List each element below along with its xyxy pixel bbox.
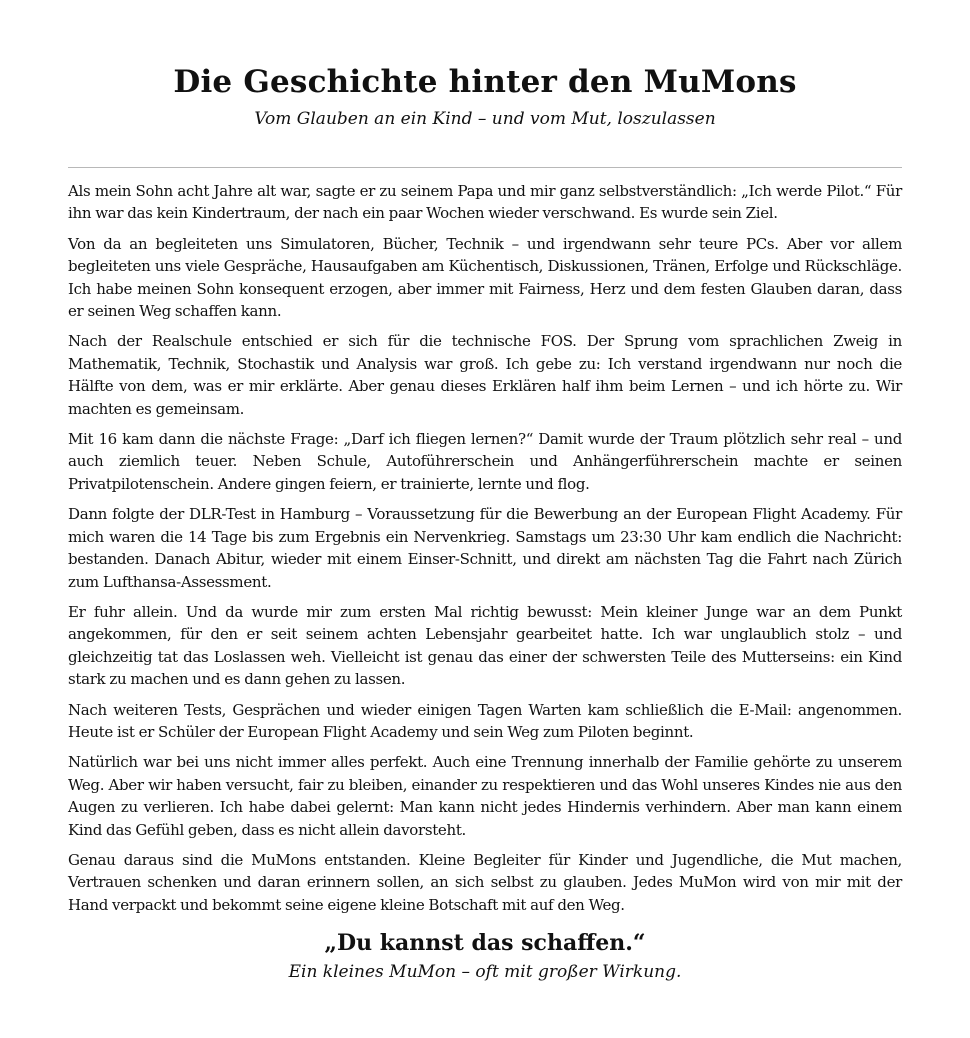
page-subtitle: Vom Glauben an ein Kind – und vom Mut, loszulassen [254, 109, 716, 129]
closing-tagline: Ein kleines MuMon – oft mit großer Wirkung. [288, 962, 682, 983]
header-divider [68, 167, 902, 168]
paragraph-8: Natürlich war bei uns nicht immer alles perfekt. Auch eine Trennung innerhalb der Familie gehörte zu unserem Weg. Aber wir haben versucht, fair zu bleiben, einander zu respektieren und das Wohl unseres Kindes nie aus den Augen zu verlieren. Ich habe dabei gelernt: Man kann nicht jedes Hindernis verhindern. Aber man kann einem Kind das Gefühl geben, dass es nicht allein davorsteht. [68, 753, 902, 839]
closing-quote: „Du kannst das schaffen.“ [324, 930, 646, 957]
paragraph-3: Nach der Realschule entschied er sich für die technische FOS. Der Sprung vom sprachlichen Zweig in Mathematik, Technik, Stochastik und Analysis war groß. Ich gebe zu: Ich verstand irgendwann nur noch die Hälfte von dem, was er mir erklärte. Aber genau dieses Erklären half ihm beim Lernen – und ich hörte zu. Wir machten es gemeinsam. [68, 332, 902, 418]
paragraph-4: Mit 16 kam dann die nächste Frage: „Darf ich fliegen lernen?“ Damit wurde der Traum plötzlich sehr real – und auch ziemlich teuer. Neben Schule, Autoführerschein und Anhängerführerschein machte er seinen Privatpilotenschein. Andere gingen feiern, er trainierte, lernte und flog. [68, 430, 902, 493]
paragraph-6: Er fuhr allein. Und da wurde mir zum ersten Mal richtig bewusst: Mein kleiner Junge war an dem Punkt angekommen, für den er seit seinem achten Lebensjahr gearbeitet hatte. Ich war unglaublich stolz – und gleichzeitig tat das Loslassen weh. Vielleicht ist genau das einer der schwersten Teile des Mutterseins: ein Kind stark zu machen und es dann gehen zu lassen. [68, 602, 902, 689]
story-body [68, 180, 902, 916]
page-title: Die Geschichte hinter den MuMons [173, 64, 797, 100]
paragraph-5: Dann folgte der DLR-Test in Hamburg – Voraussetzung für die Bewerbung an der European Flight Academy. Für mich waren die 14 Tage bis zum Ergebnis ein Nervenkrieg. Samstags um 23:30 Uhr kam endlich die Nachricht: bestanden. Danach Abitur, wieder mit einem Einser-Schnitt, und direkt am nächsten Tag die Fahrt nach Zürich zum Lufthansa-Assessment. [68, 505, 902, 591]
paragraph-7: Nach weiteren Tests, Gesprächen und wieder einigen Tagen Warten kam schließlich die E-Mail: angenommen. Heute ist er Schüler der European Flight Academy und sein Weg zum Piloten beginnt. [68, 700, 902, 741]
paragraph-1: Als mein Sohn acht Jahre alt war, sagte er zu seinem Papa und mir ganz selbstverständlich: „Ich werde Pilot.“ Für ihn war das kein Kindertraum, der nach ein paar Wochen wieder verschwand. Es wurde sein Ziel. [68, 182, 902, 223]
paragraph-2: Von da an begleiteten uns Simulatoren, Bücher, Technik – und irgendwann sehr teure PCs. Aber vor allem begleiteten uns viele Gespräche, Hausaufgaben am Küchentisch, Diskussionen, Tränen, Erfolge und Rückschläge. Ich habe meinen Sohn konsequent erzogen, aber immer mit Fairness, Herz und dem festen Glauben daran, dass er seinen Weg schaffen kann. [68, 234, 902, 321]
paragraph-9: Genau daraus sind die MuMons entstanden. Kleine Begleiter für Kinder und Jugendliche, die Mut machen, Vertrauen schenken und daran erinnern sollen, an sich selbst zu glauben. Jedes MuMon wird von mir mit der Hand verpackt und bekommt seine eigene kleine Botschaft mit auf den Weg. [68, 850, 902, 914]
